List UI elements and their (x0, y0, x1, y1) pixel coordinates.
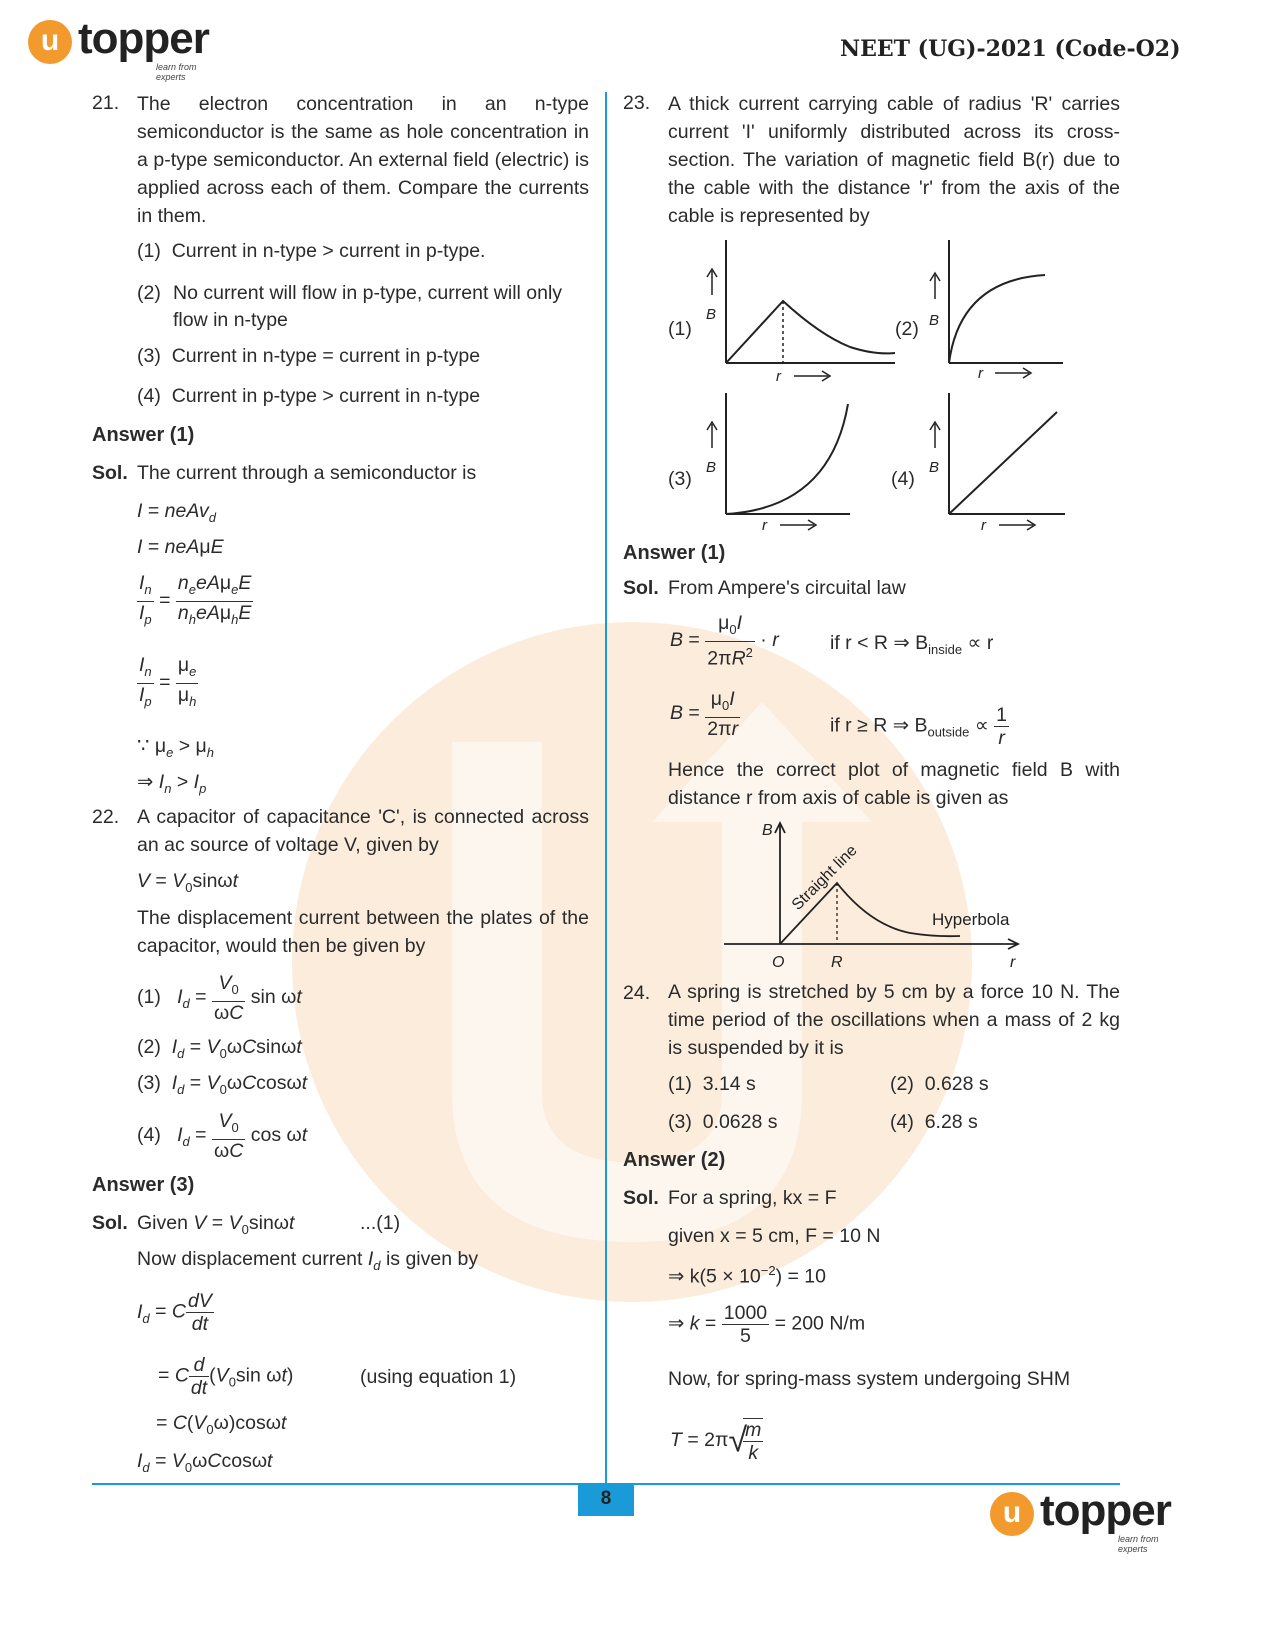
q23-graph-4 (913, 388, 1073, 538)
q21-option-2: (2) No current will flow in p-type, current will only flow in n-type (137, 282, 563, 331)
q22-sol-given: Given $V = V_0\sin\omega t$ (137, 1212, 295, 1237)
column-divider (605, 92, 607, 1490)
q23-cond-inside: if r < R ⇒ $B_{inside} \propto r$ (830, 632, 994, 657)
q24-option-2: (2) 0.628 s (890, 1073, 989, 1095)
svg-text:B: B (706, 459, 717, 476)
svg-text:r: r (762, 517, 767, 534)
svg-text:Hyperbola: Hyperbola (932, 910, 1010, 929)
q23-graph-3 (690, 388, 860, 538)
svg-text:O: O (772, 954, 785, 971)
svg-text:R: R (831, 954, 843, 971)
q22-using-note: (using equation 1) (360, 1366, 517, 1388)
svg-text:r: r (981, 517, 986, 534)
q23-option-2-label: (2) (895, 318, 919, 340)
q22-number: 22. (92, 806, 120, 828)
q24-option-4: (4) 6.28 s (890, 1111, 978, 1133)
q24-sol-line3: ⇒ $k(5 \times 10^{-2}) = 10$ (668, 1263, 827, 1288)
brand-name: topper (78, 14, 209, 63)
q23-graph-1 (690, 235, 900, 385)
q21-eq1: I = neAv$_d$ (137, 500, 216, 525)
footer-brand-tagline: learn from experts (1118, 1534, 1159, 1554)
footer-logo-u-icon: u (990, 1492, 1034, 1536)
footer-brand-logo (990, 1486, 1190, 1554)
q21-option-1: (1) Current in n-type > current in p-type. (137, 240, 486, 262)
page-number: 8 (578, 1484, 634, 1516)
q23-solution-graph (720, 815, 1040, 975)
q21-sol-text: The current through a semiconductor is (137, 462, 477, 484)
q22-option-2: (2) $I_d = V_0\omega Csin\omega t$ (137, 1036, 302, 1061)
brand-tagline: learn from experts (156, 62, 197, 82)
q21-eq6: ⇒ $I_n > I_p$ (137, 771, 207, 796)
q22-sol-eq1: $I_d = C$ $\frac{dV}{dt}$ (137, 1290, 212, 1335)
q24-number: 24. (623, 982, 651, 1004)
q22-voltage-eq: $V = V_0\sin\omega t$ (137, 870, 239, 895)
q23-conclusion: Hence the correct plot of magnetic field B with distance r from axis of cable is given as (668, 759, 1120, 809)
q23-answer: Answer (1) (623, 542, 726, 564)
q22-sol-label: Sol. (92, 1212, 128, 1234)
q22-option-4: (4) $I_d$ = $\frac{V_0}{\omega C}$ cos ωt (137, 1110, 308, 1162)
svg-text:B: B (929, 459, 940, 476)
q22-text: A capacitor of capacitance 'C', is connected across an ac source of voltage V, given by (137, 806, 589, 856)
svg-text:r: r (776, 368, 781, 385)
q21-option-4: (4) Current in p-type > current in n-type (137, 385, 481, 407)
q22-sol-text: Now displacement current $I_d$ is given by (137, 1248, 479, 1273)
q21-sol-label: Sol. (92, 462, 128, 484)
q24-option-3: (3) 0.0628 s (668, 1111, 778, 1133)
q21-eq3: $\frac{I_n}{I_p}$ = $\frac{n_eeA\mu_eE}{n_heA\mu_hE}$ (139, 572, 252, 627)
q22-option-3: (3) $I_d = V_0\omega Ccos\omega t$ (137, 1072, 308, 1097)
q24-sol-label: Sol. (623, 1187, 659, 1209)
q23-option-4-label: (4) (891, 468, 915, 490)
svg-text:B: B (929, 312, 940, 329)
q23-eq-outside: B = $\frac{\mu_0I}{2\pi r}$ (670, 688, 739, 740)
q24-sol-period: T = 2π√ $\frac{m}{k}$ (670, 1419, 762, 1464)
svg-text:Straight line: Straight line (788, 842, 861, 914)
logo-u-icon: u (28, 20, 72, 64)
q22-answer: Answer (3) (92, 1174, 195, 1196)
q24-sol-line1: For a spring, kx = F (668, 1187, 837, 1209)
q21-eq2: I = neAμE (137, 536, 224, 558)
q23-option-1-label: (1) (668, 318, 692, 340)
q23-sol-text: From Ampere's circuital law (668, 577, 906, 599)
brand-logo (28, 14, 228, 82)
q24-text: A spring is stretched by 5 cm by a force 10 N. The time period of the oscillations when a mass of 2 kg is suspended by it is (668, 981, 1120, 1059)
svg-text:r: r (978, 365, 983, 382)
q23-sol-label: Sol. (623, 577, 659, 599)
q21-answer: Answer (1) (92, 424, 195, 446)
q24-sol-line5: Now, for spring-mass system undergoing SHM (668, 1368, 1071, 1390)
q21-eq4: $\frac{I_n}{I_p}$ = $\frac{\mu_e}{\mu_h}$ (139, 654, 197, 709)
q23-number: 23. (623, 92, 651, 114)
q22-eq-ref: ...(1) (360, 1212, 401, 1234)
q24-answer: Answer (2) (623, 1149, 726, 1171)
q22-option-1: (1) $I_d$ = $\frac{V_0}{\omega C}$ sin ωt (137, 972, 302, 1024)
q23-eq-inside: B = $\frac{\mu_0I}{2\pi R^2}$ · r (670, 612, 779, 670)
q22-text2: The displacement current between the plates of the capacitor, would then be given by (137, 907, 589, 957)
svg-text:B: B (706, 306, 717, 323)
svg-text:B: B (762, 822, 773, 839)
q24-sol-k: ⇒ k = $\frac{1000}{5}$ = 200 N/m (668, 1302, 866, 1347)
q22-sol-eq4: $I_d = V_0\omega Ccos\omega t$ (137, 1450, 273, 1475)
q21-number: 21. (92, 92, 120, 114)
q24-option-1: (1) 3.14 s (668, 1073, 756, 1095)
q22-sol-eq2: = C $\frac{d}{dt}$ ($V_0\sin$ ωt) (158, 1354, 294, 1399)
q21-text: The electron concentration in an n-type semiconductor is the same as hole concentration in a p-type semiconductor. An external field (electric) is applied across each of them. Compare the currents in them. (137, 93, 589, 227)
footer-brand-name: topper (1040, 1486, 1171, 1535)
q21-eq5: ∵ $\mu_e > \mu_h$ (137, 735, 214, 760)
exam-title: NEET (UG)-2021 (Code-O2) (840, 36, 1181, 62)
q22-sol-eq3: = $C(V_0\omega)\cos\omega t$ (156, 1412, 287, 1437)
q23-graph-2 (915, 235, 1075, 385)
q23-option-3-label: (3) (668, 468, 692, 490)
svg-text:r: r (1010, 954, 1016, 971)
q21-option-3: (3) Current in n-type = current in p-type (137, 345, 481, 367)
q23-text: A thick current carrying cable of radius 'R' carries current 'I' uniformly distributed across its cross-section. The variation of magnetic field B(r) due to the cable with the distance 'r' from the axis of the cable is represented by (668, 93, 1120, 227)
q24-sol-line2: given x = 5 cm, F = 10 N (668, 1225, 881, 1247)
q23-cond-outside: if r ≥ R ⇒ $B_{outside}$ ∝ $\frac{1}{r}$ (830, 704, 1008, 749)
